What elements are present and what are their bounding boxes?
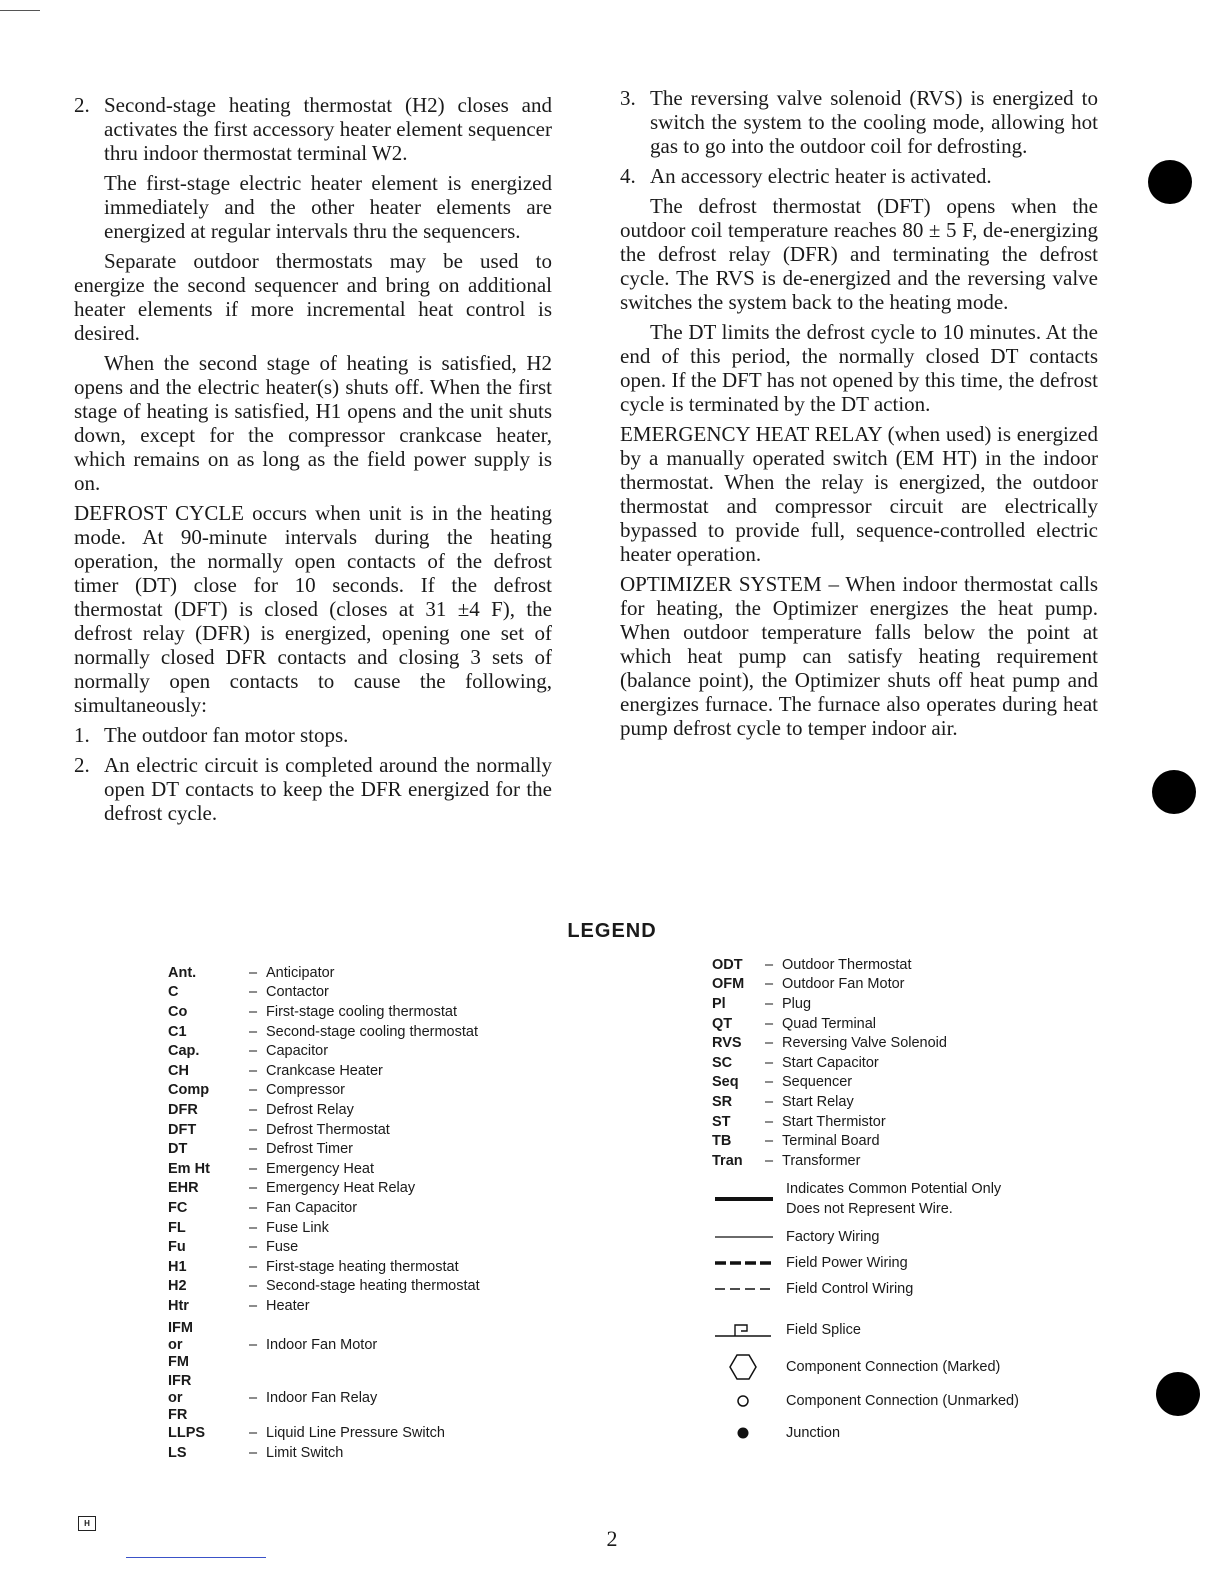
legend-row: Comp – Compressor (168, 1082, 345, 1099)
paragraph: The DT limits the defrost cycle to 10 minutes. At the end of this period, the normally closed DT contacts open. If the DFT has not opened by this time, the defrost cycle is terminated by the DT action. (620, 320, 1098, 416)
legend-row: CH – Crankcase Heater (168, 1062, 383, 1079)
symbol-field-splice: Field Splice (712, 1319, 1092, 1341)
page-number: 2 (606, 1526, 618, 1551)
bottom-rule (126, 1557, 266, 1558)
symbol-field-control: Field Control Wiring (712, 1279, 1092, 1299)
legend-row: ST – Start Thermistor (712, 1113, 886, 1130)
thin-line-icon (712, 1233, 774, 1241)
legend-row: Htr – Heater (168, 1297, 310, 1314)
legend-row-ifm: IFM or FM – Indoor Fan Motor (168, 1319, 378, 1370)
symbol-factory-wiring: Factory Wiring (712, 1227, 1092, 1247)
legend-row: Co – First-stage cooling thermostat (168, 1003, 457, 1020)
list-item: 2. An electric circuit is completed around the normally open DT contacts to keep the DFR energized for the defrost cycle. (74, 753, 552, 825)
top-rule (0, 10, 40, 11)
symbol-field-power: Field Power Wiring (712, 1253, 1092, 1273)
legend-left (168, 963, 528, 1463)
thick-line-icon (712, 1195, 774, 1203)
legend-right (712, 955, 1092, 1443)
list-item-text: The outdoor fan motor stops. (104, 723, 349, 747)
symbol-junction: Junction (712, 1423, 1092, 1443)
legend-row: C – Contactor (168, 984, 329, 1001)
hexagon-icon (712, 1353, 774, 1381)
left-column (74, 93, 552, 831)
legend-row: H2 – Second-stage heating thermostat (168, 1278, 480, 1295)
paragraph: When the second stage of heating is satisfied, H2 opens and the electric heater(s) shuts off. When the first stage of heating is satisfied, H1 opens and the unit shuts down, except for the compressor crankcase heater, which remains on as long as the field power supply is on. (74, 351, 552, 495)
legend-row: H1 – First-stage heating thermostat (168, 1258, 459, 1275)
legend-row: Em Ht – Emergency Heat (168, 1160, 374, 1177)
legend-row: SC – Start Capacitor (712, 1054, 879, 1071)
paragraph-optimizer: OPTIMIZER SYSTEM – When indoor thermostat calls for heating, the Optimizer energizes the heat pump. When outdoor temperature falls below the point at which heat pump can satisfy heating requirement (balance point), the Optimizer shuts off heat pump and energizes furnace. The furnace also operates during heat pump defrost cycle to temper indoor air. (620, 572, 1098, 740)
legend-row: Fu – Fuse (168, 1239, 299, 1256)
list-item: 1. The outdoor fan motor stops. (74, 723, 552, 747)
list-item: 4. An accessory electric heater is activated. (620, 164, 1098, 188)
list-item-text: An accessory electric heater is activated. (650, 164, 992, 188)
symbol-component-marked: Component Connection (Marked) (712, 1353, 1092, 1381)
symbol-component-unmarked: Component Connection (Unmarked) (712, 1391, 1092, 1411)
right-column (620, 86, 1098, 746)
small-logo-icon: H (78, 1516, 96, 1531)
legend-row: OFM – Outdoor Fan Motor (712, 976, 905, 993)
paragraph-defrost-cycle: DEFROST CYCLE occurs when unit is in the heating mode. At 90-minute intervals during the heating operation, the normally open contacts of the defrost timer (DT) close for 10 seconds. If the defrost thermostat (DFT) is closed (closes at 31 ±4 F), the defrost relay (DFR) is energized, opening one set of normally closed DFR contacts and closing 3 sets of normally open contacts to cause the following, simultaneously: (74, 501, 552, 717)
legend-row: FC – Fan Capacitor (168, 1199, 358, 1216)
legend-row: ODT – Outdoor Thermostat (712, 956, 912, 973)
legend-row: DFR – Defrost Relay (168, 1101, 354, 1118)
paragraph: The defrost thermostat (DFT) opens when the outdoor coil temperature reaches 80 ± 5 F, de-energizing the defrost relay (DFR) and terminating the defrost cycle. The RVS is de-energized and the reversing valve switches the system back to the heating mode. (620, 194, 1098, 314)
punch-hole-bottom (1156, 1372, 1200, 1416)
list-item-text: Second-stage heating thermostat (H2) closes and activates the first accessory heater element sequencer thru indoor thermostat terminal W2. (104, 93, 552, 165)
legend-row: TB – Terminal Board (712, 1133, 880, 1150)
legend-row: DFT – Defrost Thermostat (168, 1121, 390, 1138)
legend-row: Cap. – Capacitor (168, 1043, 329, 1060)
punch-hole-middle (1152, 770, 1196, 814)
legend-row: RVS – Reversing Valve Solenoid (712, 1035, 947, 1052)
field-splice-icon (712, 1319, 774, 1341)
thick-dashed-line-icon (712, 1259, 774, 1267)
legend-row: Seq – Sequencer (712, 1074, 853, 1091)
open-circle-icon (712, 1394, 774, 1408)
legend-row: LLPS – Liquid Line Pressure Switch (168, 1425, 445, 1442)
legend-row: LS – Limit Switch (168, 1445, 344, 1462)
thin-dashed-line-icon (712, 1285, 774, 1293)
list-item: 3. The reversing valve solenoid (RVS) is energized to switch the system to the cooling mode, allowing hot gas to go into the outdoor coil for defrosting. (620, 86, 1098, 158)
legend-row: FL – Fuse Link (168, 1219, 329, 1236)
legend-row: EHR – Emergency Heat Relay (168, 1180, 416, 1197)
filled-dot-icon (712, 1426, 774, 1440)
legend-title: LEGEND (567, 920, 657, 942)
paragraph-emergency-heat: EMERGENCY HEAT RELAY (when used) is energized by a manually operated switch (EM HT) in the indoor thermostat. When the relay is energized, the outdoor thermostat and compressor circuit are electrically bypassed to provide full, sequence-controlled electric heater operation. (620, 422, 1098, 566)
legend-row: C1 – Second-stage cooling thermostat (168, 1023, 478, 1040)
legend-row: SR – Start Relay (712, 1093, 854, 1110)
list-item-text: The reversing valve solenoid (RVS) is energized to switch the system to the cooling mode, allowing hot gas to go into the outdoor coil for defrosting. (650, 86, 1098, 158)
legend-row: Tran – Transformer (712, 1152, 861, 1169)
legend-row: QT – Quad Terminal (712, 1015, 877, 1032)
legend-row: Pl – Plug (712, 995, 812, 1012)
legend-row: DT – Defrost Timer (168, 1141, 354, 1158)
list-item-text: An electric circuit is completed around the normally open DT contacts to keep the DFR energized for the defrost cycle. (104, 753, 552, 825)
paragraph: Separate outdoor thermostats may be used to energize the second sequencer and bring on additional heater elements if more incremental heat control is desired. (74, 249, 552, 345)
legend-row: Ant. – Anticipator (168, 964, 335, 981)
punch-hole-top (1148, 160, 1192, 204)
legend-row-ifr: IFR or FR – Indoor Fan Relay (168, 1372, 378, 1423)
list-item: 2. Second-stage heating thermostat (H2) closes and activates the first accessory heater element sequencer thru indoor thermostat terminal W2. (74, 93, 552, 165)
symbol-common-potential: Indicates Common Potential Only Does not Represent Wire. (712, 1179, 1092, 1219)
paragraph: The first-stage electric heater element is energized immediately and the other heater elements are energized at regular intervals thru the sequencers. (104, 171, 552, 243)
